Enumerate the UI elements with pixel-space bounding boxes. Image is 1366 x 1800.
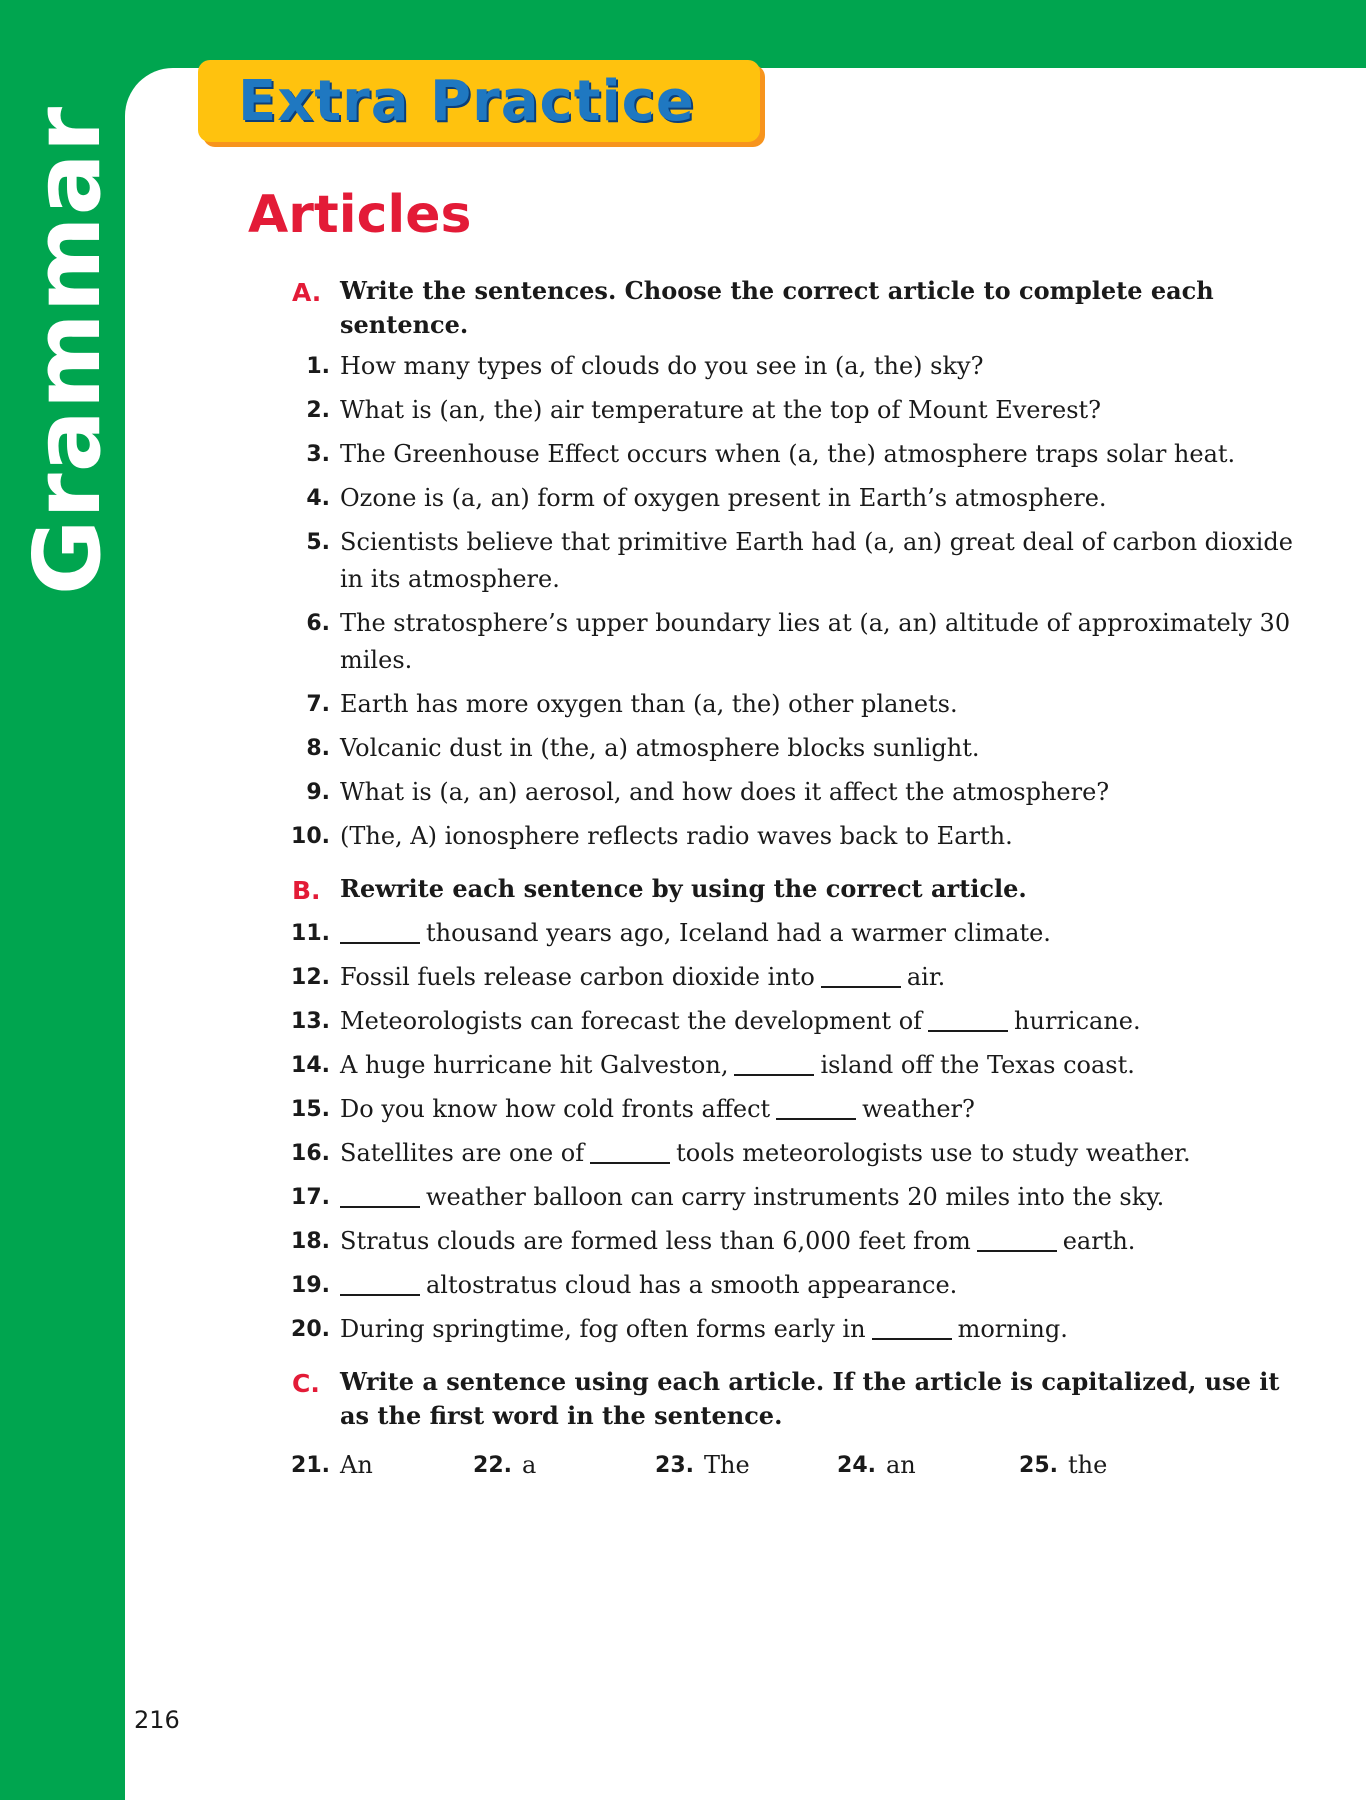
item-text: The Greenhouse Effect occurs when (a, the) atmosphere traps solar heat. xyxy=(340,440,1236,468)
list-item xyxy=(280,524,1300,598)
item-number: 6. xyxy=(306,611,330,636)
text-after-blank: hurricane. xyxy=(1014,1007,1141,1035)
list-item xyxy=(280,1091,1300,1128)
section-b-instruction: Rewrite each sentence by using the correct article. xyxy=(340,874,1027,903)
item-text xyxy=(340,1135,1300,1172)
text-after-blank: weather? xyxy=(862,1095,975,1123)
list-item xyxy=(826,1447,1008,1484)
answer-blank[interactable] xyxy=(340,1293,420,1296)
item-number: 21. xyxy=(291,1453,330,1478)
item-number: 24. xyxy=(837,1453,876,1478)
item-text xyxy=(340,1047,1300,1084)
section-c-list xyxy=(280,1447,1300,1484)
item-number: 8. xyxy=(306,736,330,761)
item-number: 22. xyxy=(473,1453,512,1478)
section-c-instruction: Write a sentence using each article. If the article is capitalized, use it as the first word in the sentence. xyxy=(340,1367,1280,1430)
banner-text: Extra Practice xyxy=(238,68,695,134)
answer-blank[interactable] xyxy=(590,1161,670,1164)
item-text: What is (a, an) aerosol, and how does it affect the atmosphere? xyxy=(340,778,1110,806)
answer-blank[interactable] xyxy=(776,1117,856,1120)
list-item xyxy=(644,1447,826,1484)
answer-blank[interactable] xyxy=(340,941,420,944)
item-number: 19. xyxy=(291,1273,330,1298)
item-text xyxy=(340,1003,1300,1040)
answer-blank[interactable] xyxy=(340,1205,420,1208)
item-text xyxy=(340,959,1300,996)
item-number: 25. xyxy=(1019,1453,1058,1478)
page-title: Articles xyxy=(248,185,472,245)
text-before-blank: Meteorologists can forecast the development of xyxy=(340,1007,923,1035)
item-text xyxy=(340,1091,1300,1128)
item-text: Ozone is (a, an) form of oxygen present in Earth’s atmosphere. xyxy=(340,484,1107,512)
item-number: 7. xyxy=(306,692,330,717)
page-number: 216 xyxy=(134,1706,180,1734)
list-item xyxy=(280,1003,1300,1040)
item-number: 5. xyxy=(306,530,330,555)
list-item xyxy=(462,1447,644,1484)
list-item xyxy=(280,1223,1300,1260)
answer-blank[interactable] xyxy=(872,1337,952,1340)
item-number: 3. xyxy=(306,442,330,467)
item-number: 4. xyxy=(306,486,330,511)
item-number: 11. xyxy=(291,921,330,946)
text-before-blank: Do you know how cold fronts affect xyxy=(340,1095,771,1123)
list-item xyxy=(280,686,1300,723)
item-text: Scientists believe that primitive Earth had (a, an) great deal of carbon dioxide in its atmosphere. xyxy=(340,528,1293,593)
item-text: (The, A) ionosphere reflects radio waves back to Earth. xyxy=(340,822,1013,850)
item-text xyxy=(340,1223,1300,1260)
text-after-blank: morning. xyxy=(957,1315,1068,1343)
item-number: 13. xyxy=(291,1009,330,1034)
item-text: The stratosphere’s upper boundary lies at (a, an) altitude of approximately 30 miles. xyxy=(340,609,1291,674)
item-text: The xyxy=(704,1451,750,1479)
item-text xyxy=(340,1267,1300,1304)
item-text: What is (an, the) air temperature at the top of Mount Everest? xyxy=(340,396,1102,424)
list-item xyxy=(280,436,1300,473)
item-text: the xyxy=(1068,1451,1108,1479)
section-b-letter: B. xyxy=(292,876,321,905)
list-item xyxy=(280,605,1300,679)
answer-blank[interactable] xyxy=(977,1249,1057,1252)
item-number: 16. xyxy=(291,1141,330,1166)
answer-blank[interactable] xyxy=(928,1029,1008,1032)
item-text: How many types of clouds do you see in (a, the) sky? xyxy=(340,352,984,380)
list-item xyxy=(280,392,1300,429)
text-before-blank: During springtime, fog often forms early in xyxy=(340,1315,866,1343)
text-before-blank: Satellites are one of xyxy=(340,1139,585,1167)
section-b-heading xyxy=(280,872,1300,909)
item-text: Earth has more oxygen than (a, the) other planets. xyxy=(340,690,958,718)
item-number: 2. xyxy=(306,398,330,423)
item-number: 10. xyxy=(291,824,330,849)
top-color-band xyxy=(0,0,1366,68)
section-c-letter: C. xyxy=(292,1369,320,1398)
item-number: 12. xyxy=(291,965,330,990)
text-after-blank: thousand years ago, Iceland had a warmer climate. xyxy=(426,919,1051,947)
list-item xyxy=(280,774,1300,811)
text-after-blank: air. xyxy=(906,963,946,991)
list-item xyxy=(1008,1447,1190,1484)
list-item xyxy=(280,1311,1300,1348)
list-item xyxy=(280,1135,1300,1172)
answer-blank[interactable] xyxy=(821,985,901,988)
text-after-blank: island off the Texas coast. xyxy=(820,1051,1135,1079)
item-text: Volcanic dust in (the, a) atmosphere blocks sunlight. xyxy=(340,734,980,762)
section-a-instruction: Write the sentences. Choose the correct article to complete each sentence. xyxy=(340,276,1214,339)
section-a-letter: A. xyxy=(292,278,322,307)
item-number: 20. xyxy=(291,1317,330,1342)
item-text xyxy=(340,915,1300,952)
item-number: 1. xyxy=(306,354,330,379)
item-text: An xyxy=(340,1451,373,1479)
item-number: 17. xyxy=(291,1185,330,1210)
text-after-blank: altostratus cloud has a smooth appearance. xyxy=(426,1271,958,1299)
list-item xyxy=(280,1047,1300,1084)
section-a-heading xyxy=(280,274,1300,342)
list-item xyxy=(280,959,1300,996)
extra-practice-banner xyxy=(198,60,760,142)
list-item xyxy=(280,1267,1300,1304)
text-after-blank: weather balloon can carry instruments 20 miles into the sky. xyxy=(426,1183,1165,1211)
item-text xyxy=(340,1179,1300,1216)
item-number: 9. xyxy=(306,780,330,805)
item-text: a xyxy=(522,1451,537,1479)
item-number: 18. xyxy=(291,1229,330,1254)
exercise-content xyxy=(280,274,1300,1484)
list-item xyxy=(280,730,1300,767)
text-before-blank: A huge hurricane hit Galveston, xyxy=(340,1051,729,1079)
text-after-blank: earth. xyxy=(1062,1227,1136,1255)
item-number: 23. xyxy=(655,1453,694,1478)
item-number: 15. xyxy=(291,1097,330,1122)
text-after-blank: tools meteorologists use to study weather. xyxy=(676,1139,1191,1167)
item-number: 14. xyxy=(291,1053,330,1078)
section-c-heading xyxy=(280,1365,1300,1433)
list-item xyxy=(280,1447,462,1484)
text-before-blank: Stratus clouds are formed less than 6,000 feet from xyxy=(340,1227,971,1255)
section-a-list xyxy=(280,348,1300,855)
list-item xyxy=(280,915,1300,952)
section-b-list xyxy=(280,915,1300,1348)
item-text xyxy=(340,1311,1300,1348)
list-item xyxy=(280,818,1300,855)
text-before-blank: Fossil fuels release carbon dioxide into xyxy=(340,963,815,991)
item-text: an xyxy=(886,1451,916,1479)
list-item xyxy=(280,1179,1300,1216)
side-tab-text: Grammar xyxy=(14,105,122,595)
answer-blank[interactable] xyxy=(734,1073,814,1076)
list-item xyxy=(280,480,1300,517)
side-tab-label xyxy=(14,105,122,595)
list-item xyxy=(280,348,1300,385)
